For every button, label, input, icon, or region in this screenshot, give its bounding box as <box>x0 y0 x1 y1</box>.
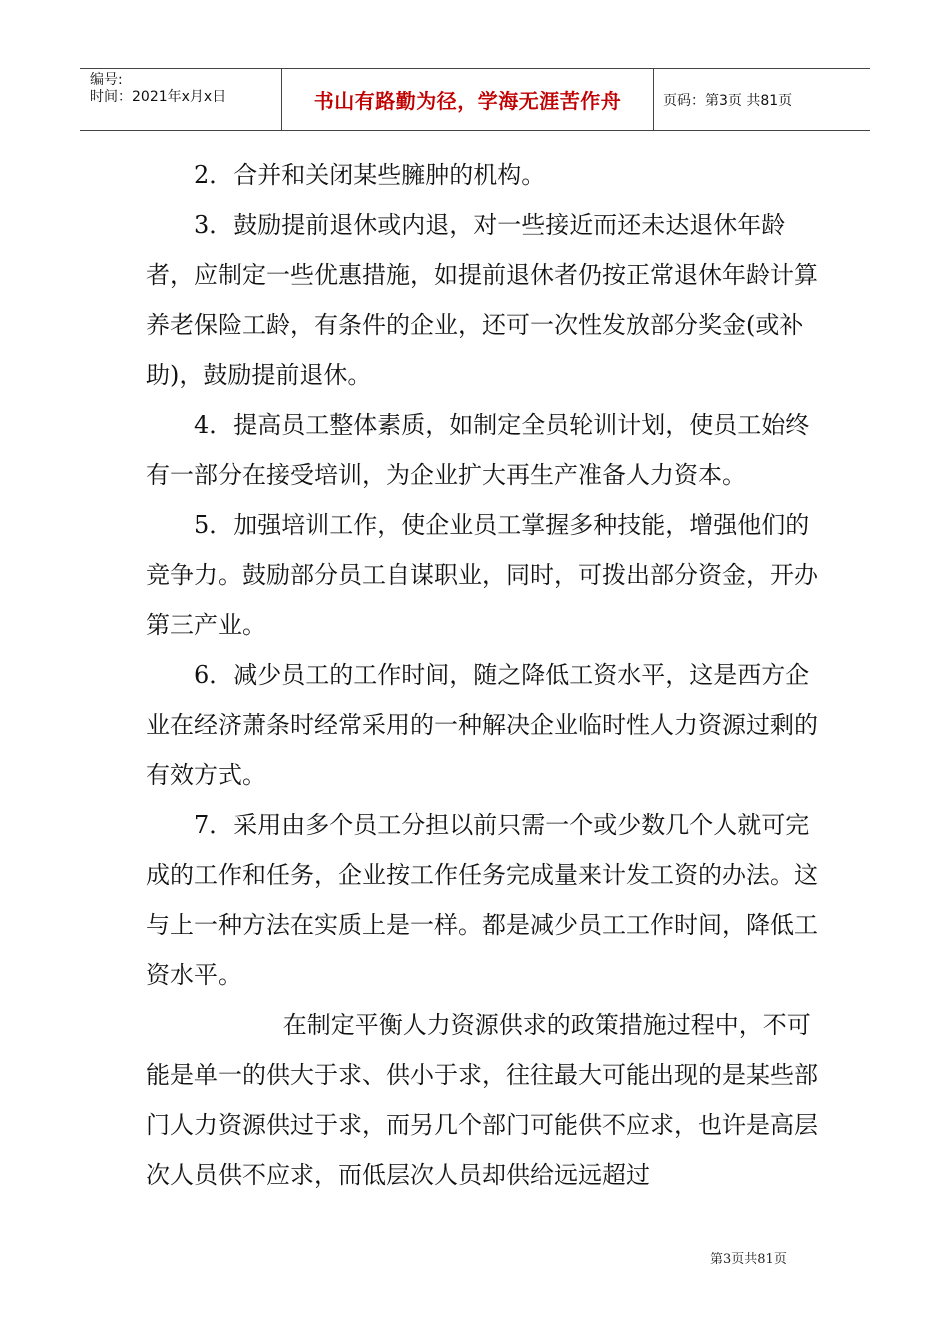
paragraph-item-3: 3．鼓励提前退休或内退，对一些接近而还未达退休年龄者，应制定一些优惠措施，如提前退休者仍按正常退休年龄计算养老保险工龄，有条件的企业，还可一次性发放部分奖金(或补助)，鼓励提前退休。 <box>146 211 818 389</box>
page-footer: 第3页共81页 <box>710 1252 787 1267</box>
header-page-info: 页码：第3页 共81页 <box>663 92 793 109</box>
header-motto: 书山有路勤为径，学海无涯苦作舟 <box>281 69 654 130</box>
document-time-label: 时间：2021年x月x日 <box>90 89 227 105</box>
paragraph-item-4: 4．提高员工整体素质，如制定全员轮训计划，使员工始终有一部分在接受培训，为企业扩大再生产准备人力资本。 <box>146 411 810 489</box>
document-body <box>146 150 826 1200</box>
paragraph-item-2: 2．合并和关闭某些臃肿的机构。 <box>194 161 546 189</box>
page-header <box>80 68 870 131</box>
header-meta <box>80 69 281 130</box>
paragraph-summary: 在制定平衡人力资源供求的政策措施过程中，不可能是单一的供大于求、供小于求，往往最大可能出现的是某些部门人力资源供过于求，而另几个部门可能供不应求，也许是高层次人员供不应求，而低层次人员却供给远远超过 <box>146 1011 818 1189</box>
document-number-label: 编号: <box>90 72 123 88</box>
paragraph-item-7: 7．采用由多个员工分担以前只需一个或少数几个人就可完成的工作和任务，企业按工作任务完成量来计发工资的办法。这与上一种方法在实质上是一样。都是减少员工工作时间，降低工资水平。 <box>146 811 818 989</box>
paragraph-item-6: 6．减少员工的工作时间，随之降低工资水平，这是西方企业在经济萧条时经常采用的一种解决企业临时性人力资源过剩的有效方式。 <box>146 661 818 789</box>
paragraph-item-5: 5．加强培训工作，使企业员工掌握多种技能，增强他们的竞争力。鼓励部分员工自谋职业，同时，可拨出部分资金，开办第三产业。 <box>146 511 818 639</box>
